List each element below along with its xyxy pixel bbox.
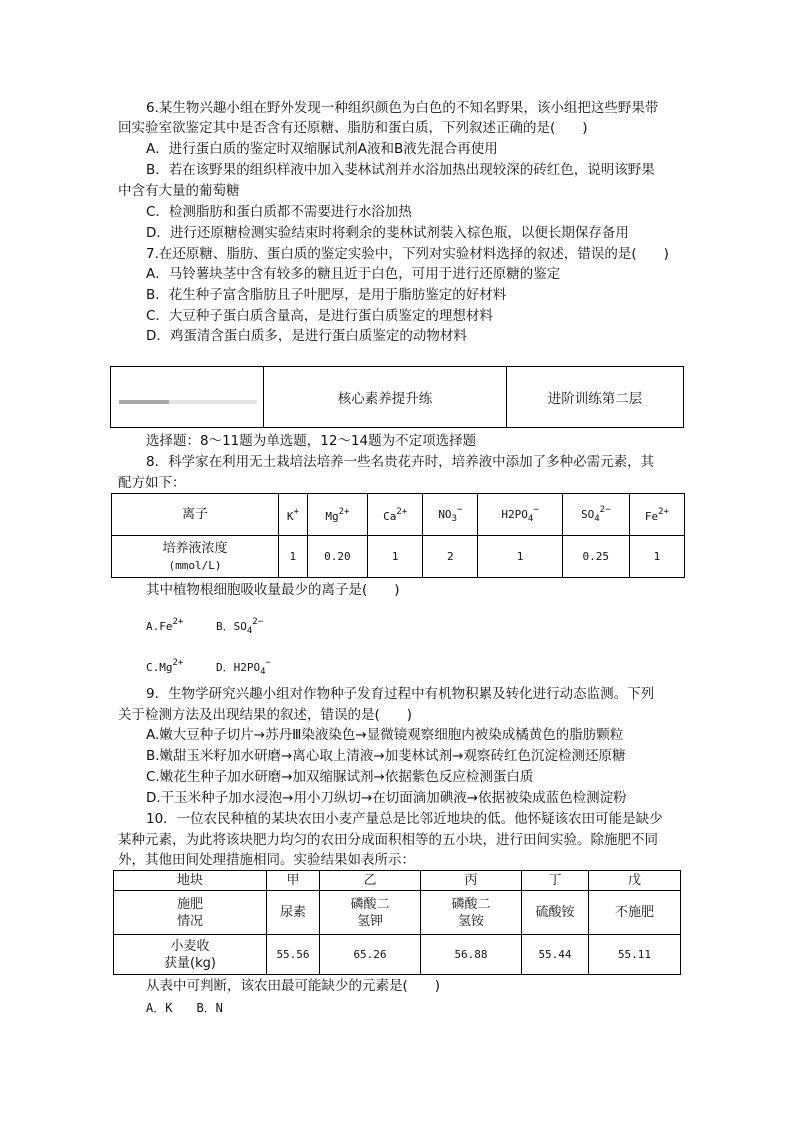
concentration-value: 1	[279, 536, 308, 578]
yield-value: 55.11	[589, 935, 681, 975]
q8-option-c-charge: 2+	[172, 658, 184, 668]
table-row	[114, 935, 681, 975]
ion-ca	[368, 494, 423, 536]
q8-option-c-text: C.Mg	[146, 661, 173, 674]
table-row	[112, 536, 685, 578]
ion-charge: +	[293, 507, 299, 517]
q8-option-d	[216, 653, 271, 682]
q9-option-b: B.嫩甜玉米籽加水研磨→离心取上清液→加斐林试剂→观察砖红色沉淀检测还原糖	[146, 748, 626, 764]
q7-stem: 7.在还原糖、脂肪、蛋白质的鉴定实验中，下列对实验材料选择的叙述，错误的是( )	[146, 246, 669, 262]
q7-option-b: B．花生种子富含脂肪且子叶肥厚，是用于脂肪鉴定的好材料	[146, 287, 507, 303]
banner-progress-cell	[111, 367, 264, 427]
ion-symbol: K	[286, 510, 294, 523]
fertilizer-cell	[589, 891, 681, 935]
ion-symbol: Fe	[644, 510, 659, 523]
ion-mg	[307, 494, 367, 536]
q6-option-a: A．进行蛋白质的鉴定时双缩脲试剂A液和B液先混合再使用	[146, 141, 498, 157]
q8-stem-line1: 8．科学家在利用无土栽培法培养一些名贵花卉时，培养液中添加了多种必需元素，其	[146, 454, 655, 470]
fertilizer-label	[114, 891, 267, 935]
banner-title-core: 核心素养提升练	[264, 367, 507, 427]
ion-charge: 2+	[338, 507, 350, 517]
concentration-value: 1	[629, 536, 684, 578]
concentration-label	[112, 536, 279, 578]
fertilizer-label-line1: 施肥	[176, 896, 203, 912]
table-header-row	[114, 871, 681, 891]
fertilizer-cell	[421, 891, 522, 935]
q8-option-b-text: B．SO	[216, 620, 247, 633]
plot-header-label: 地块	[114, 871, 267, 891]
plot-name: 乙	[320, 871, 421, 891]
concentration-value: 0.20	[307, 536, 367, 578]
concentration-label-line1: 培养液浓度	[162, 540, 228, 556]
section-banner	[110, 366, 684, 428]
plot-name: 丁	[522, 871, 589, 891]
fertilizer-cell	[320, 891, 421, 935]
table-header-row	[112, 494, 685, 536]
fertilizer-name-line2: 氢铵	[457, 913, 484, 929]
q7-option-d: D．鸡蛋清含蛋白质多，是进行蛋白质鉴定的动物材料	[146, 328, 467, 344]
ion-symbol: SO	[581, 507, 595, 521]
concentration-label-unit: (mmol/L)	[168, 558, 222, 572]
ion-k	[279, 494, 308, 536]
q6-option-b-line2: 中含有大量的葡萄糖	[118, 183, 240, 199]
ion-symbol: NO	[438, 507, 452, 521]
q9-option-c: C.嫩花生种子加水研磨→加双缩脲试剂→依据紫色反应检测蛋白质	[146, 769, 534, 785]
q8-option-b	[216, 612, 263, 641]
q10-question: 从表中可判断，该农田最可能缺少的元素是( )	[146, 978, 441, 994]
plot-name: 戊	[589, 871, 681, 891]
q7-option-a: A．马铃薯块茎中含有较多的糖且近于白色，可用于进行还原糖的鉴定	[146, 266, 561, 282]
section-intro: 选择题：8～11题为单选题，12～14题为不定项选择题	[146, 433, 477, 449]
ion-fe	[629, 494, 684, 536]
q8-option-a-text: A.Fe	[146, 620, 173, 633]
q6-option-c: C．检测脂肪和蛋白质都不需要进行水浴加热	[146, 204, 412, 220]
q6-stem-line1: 6.某生物兴趣小组在野外发现一种组织颜色为白色的不知名野果，该小组把这些野果带	[146, 100, 659, 116]
fertilizer-name: 磷酸二	[350, 896, 390, 912]
q10-stem-line1: 10．一位农民种植的某块农田小麦产量总是比邻近地块的低。他怀疑该农田可能是缺少	[146, 811, 663, 827]
fertilizer-name: 硫酸铵	[535, 905, 575, 920]
concentration-value: 0.25	[562, 536, 629, 578]
ion-h2po4	[478, 494, 562, 536]
table-row	[114, 891, 681, 935]
ion-charge: 2−	[599, 504, 611, 515]
q9-option-a: A.嫩大豆种子切片→苏丹Ⅲ染液染色→显微镜观察细胞内被染成橘黄色的脂肪颗粒	[146, 727, 624, 743]
yield-value: 65.26	[320, 935, 421, 975]
q8-option-d-charge: −	[265, 658, 271, 668]
q8-stem-line2: 配方如下：	[118, 475, 186, 491]
ion-subscript: 3	[451, 513, 457, 524]
fertilizer-name-line2: 氢钾	[356, 913, 383, 929]
ion-charge: −	[456, 504, 463, 515]
q9-stem-line1: 9．生物学研究兴趣小组对作物种子发育过程中有机物积累及转化进行动态监测。下列	[146, 686, 655, 702]
fertilizer-label-line2: 情况	[176, 913, 203, 929]
fertilizer-yield-table	[113, 870, 681, 975]
plot-name: 甲	[267, 871, 320, 891]
fertilizer-name: 磷酸二	[451, 896, 491, 912]
ion-subscript: 4	[527, 513, 534, 524]
yield-label-line2: 获量(kg)	[164, 955, 216, 971]
q8-option-c	[146, 653, 183, 678]
q10-stem-line3: 外，其他田间处理措施相同。实验结果如表所示：	[118, 852, 415, 868]
q8-question: 其中植物根细胞吸收量最少的离子是( )	[146, 582, 400, 598]
ion-symbol: Ca	[383, 510, 397, 523]
concentration-value: 1	[478, 536, 562, 578]
q9-option-d: D.干玉米种子加水浸泡→用小刀纵切→在切面滴加碘液→依据被染成蓝色检测淀粉	[146, 790, 627, 806]
yield-label-line1: 小麦收	[170, 938, 210, 954]
fertilizer-cell	[522, 891, 589, 935]
q8-option-d-text: D．H2PO	[216, 661, 261, 674]
q8-option-a	[146, 612, 183, 637]
yield-value: 55.56	[267, 935, 320, 975]
q8-option-d-subscript: 4	[260, 667, 266, 677]
ion-charge: 2+	[396, 507, 408, 517]
ion-subscript: 4	[594, 513, 600, 524]
q6-option-b-line1: B．若在该野果的组织样液中加入斐林试剂并水浴加热出现较深的砖红色，说明该野果	[146, 162, 655, 178]
ion-so4	[562, 494, 629, 536]
ion-header-label: 离子	[112, 494, 279, 536]
ion-symbol: Mg	[325, 510, 339, 523]
q8-option-a-charge: 2+	[172, 617, 184, 627]
concentration-value: 2	[423, 536, 478, 578]
q10-options: A．K B．N	[146, 1001, 223, 1015]
ion-concentration-table	[111, 493, 685, 578]
yield-value: 56.88	[421, 935, 522, 975]
fertilizer-name: 尿素	[279, 905, 306, 920]
q6-stem-line2: 回实验室欲鉴定其中是否含有还原糖、脂肪和蛋白质，下列叙述正确的是( )	[118, 120, 588, 136]
q8-option-b-charge: 2−	[252, 617, 264, 627]
fertilizer-cell	[267, 891, 320, 935]
q8-option-b-subscript: 4	[246, 626, 253, 636]
q10-stem-line2: 某种元素，为此将该块肥力均匀的农田分成面积相等的五小块，进行田间实验。除施肥不同	[118, 832, 658, 848]
yield-value: 55.44	[522, 935, 589, 975]
q7-option-c: C．大豆种子蛋白质含量高，是进行蛋白质鉴定的理想材料	[146, 308, 493, 324]
ion-no3	[423, 494, 478, 536]
progress-bar-fill	[119, 400, 169, 404]
plot-name: 丙	[421, 871, 522, 891]
fertilizer-name: 不施肥	[614, 905, 654, 920]
q9-stem-line2: 关于检测方法及出现结果的叙述，错误的是( )	[118, 707, 413, 723]
ion-charge: −	[533, 504, 539, 515]
banner-title-level: 进阶训练第二层	[547, 391, 643, 407]
progress-bar	[119, 400, 257, 404]
yield-label	[114, 935, 267, 975]
concentration-value: 1	[368, 536, 423, 578]
ion-symbol: H2PO	[501, 507, 528, 521]
q6-option-d: D．进行还原糖检测实验结束时将剩余的斐林试剂装入棕色瓶，以便长期保存备用	[146, 225, 629, 241]
ion-charge: 2+	[658, 507, 669, 517]
